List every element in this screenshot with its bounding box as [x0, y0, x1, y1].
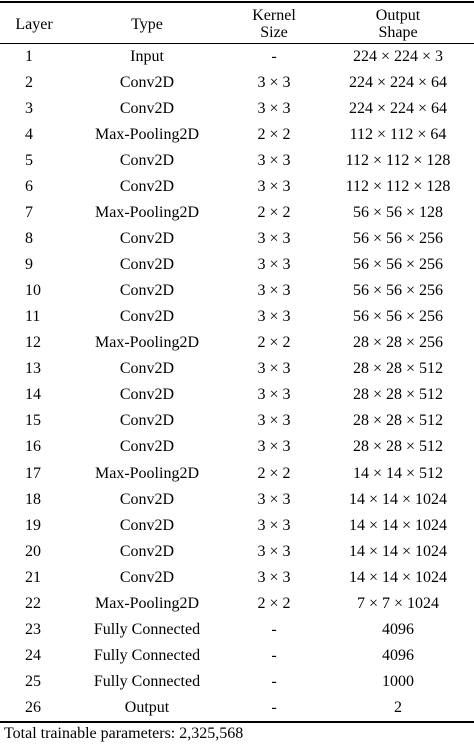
cell-output-shape: 14 × 14 × 1024	[348, 490, 448, 508]
header-kernel-line1: Kernel	[252, 7, 296, 24]
table-row	[0, 617, 474, 643]
cell-kernel-size: 2 × 2	[257, 464, 291, 482]
layer-table-body	[0, 44, 474, 721]
cell-type: Conv2D	[119, 360, 175, 378]
cell-kernel-size: 3 × 3	[257, 152, 291, 170]
cell-kernel-size: 3 × 3	[257, 282, 291, 300]
cell-kernel-size: 3 × 3	[257, 516, 291, 534]
total-parameters-note: Total trainable parameters: 2,325,568	[4, 725, 244, 742]
cell-output-shape: 112 × 112 × 64	[349, 126, 447, 144]
cell-type: Conv2D	[119, 178, 175, 196]
table-row	[0, 304, 474, 330]
cell-layer: 18	[25, 490, 41, 508]
cell-type: Fully Connected	[93, 620, 201, 638]
cell-layer: 26	[25, 698, 41, 716]
cell-output-shape: 7 × 7 × 1024	[356, 594, 440, 612]
cell-type: Conv2D	[119, 490, 175, 508]
cell-layer: 8	[25, 230, 33, 248]
table-row	[0, 539, 474, 565]
table-row	[0, 461, 474, 487]
table-row	[0, 591, 474, 617]
cell-output-shape: 28 × 28 × 256	[352, 334, 444, 352]
table-row	[0, 408, 474, 434]
cell-kernel-size: 2 × 2	[257, 204, 291, 222]
header-output-line2: Shape	[378, 24, 418, 41]
cell-kernel-size: 3 × 3	[257, 308, 291, 326]
cell-type: Input	[130, 48, 164, 66]
cell-type: Max-Pooling2D	[95, 594, 199, 612]
cell-output-shape: 112 × 112 × 128	[345, 178, 451, 196]
table-row	[0, 565, 474, 591]
cell-kernel-size: -	[271, 620, 277, 638]
cell-type: Conv2D	[119, 152, 175, 170]
table-row	[0, 96, 474, 122]
cell-output-shape: 14 × 14 × 1024	[348, 568, 448, 586]
cell-output-shape: 224 × 224 × 3	[352, 48, 444, 66]
cell-layer: 15	[25, 412, 41, 430]
cell-output-shape: 224 × 224 × 64	[348, 74, 448, 92]
cell-layer: 22	[25, 594, 41, 612]
cell-kernel-size: 3 × 3	[257, 360, 291, 378]
cell-layer: 9	[25, 256, 33, 274]
table-row	[0, 382, 474, 408]
table-row	[0, 695, 474, 721]
table-row	[0, 434, 474, 460]
table-row	[0, 200, 474, 226]
cell-kernel-size: 2 × 2	[257, 334, 291, 352]
cell-kernel-size: 3 × 3	[257, 490, 291, 508]
cell-output-shape: 4096	[382, 646, 414, 664]
cell-type: Conv2D	[119, 386, 175, 404]
cell-output-shape: 14 × 14 × 1024	[348, 542, 448, 560]
cell-output-shape: 28 × 28 × 512	[352, 438, 444, 456]
table-row	[0, 252, 474, 278]
cell-kernel-size: 3 × 3	[257, 100, 291, 118]
table-row	[0, 487, 474, 513]
cell-type: Output	[124, 698, 170, 716]
cell-layer: 6	[25, 178, 33, 196]
cell-kernel-size: 3 × 3	[257, 178, 291, 196]
cell-layer: 1	[25, 48, 33, 66]
header-layer-label: Layer	[15, 15, 53, 33]
table-bottom-rule	[0, 721, 474, 723]
cell-layer: 2	[25, 74, 33, 92]
cell-kernel-size: -	[271, 672, 277, 690]
cell-layer: 20	[25, 542, 41, 560]
cell-type: Conv2D	[119, 282, 175, 300]
cell-output-shape: 28 × 28 × 512	[352, 412, 444, 430]
cell-layer: 11	[25, 308, 41, 326]
header-type-label: Type	[131, 15, 163, 33]
cell-layer: 3	[25, 100, 33, 118]
cell-type: Conv2D	[119, 438, 175, 456]
cell-output-shape: 28 × 28 × 512	[352, 360, 444, 378]
cell-output-shape: 224 × 224 × 64	[348, 100, 448, 118]
cell-layer: 17	[25, 464, 41, 482]
cell-output-shape: 28 × 28 × 512	[352, 386, 444, 404]
header-type	[68, 5, 226, 43]
table-row	[0, 174, 474, 200]
cell-layer: 24	[25, 646, 41, 664]
cell-output-shape: 1000	[382, 672, 414, 690]
cell-output-shape: 4096	[382, 620, 414, 638]
cell-output-shape: 56 × 56 × 256	[352, 308, 444, 326]
cell-type: Conv2D	[119, 230, 175, 248]
cell-kernel-size: 3 × 3	[257, 542, 291, 560]
table-row	[0, 669, 474, 695]
table-row	[0, 643, 474, 669]
table-row	[0, 122, 474, 148]
header-output-shape	[322, 5, 474, 43]
table-row	[0, 278, 474, 304]
cell-kernel-size: 3 × 3	[257, 412, 291, 430]
cell-output-shape: 56 × 56 × 256	[352, 230, 444, 248]
header-layer	[0, 5, 68, 43]
cell-type: Max-Pooling2D	[95, 204, 199, 222]
cell-type: Max-Pooling2D	[95, 126, 199, 144]
table-row	[0, 226, 474, 252]
cell-type: Fully Connected	[93, 672, 201, 690]
table-row	[0, 330, 474, 356]
cell-layer: 14	[25, 386, 41, 404]
header-kernel-line2: Size	[260, 24, 288, 41]
header-kernel-size	[226, 5, 322, 43]
cell-type: Fully Connected	[93, 646, 201, 664]
cell-kernel-size: 3 × 3	[257, 438, 291, 456]
cell-output-shape: 56 × 56 × 128	[352, 204, 444, 222]
cell-type: Conv2D	[119, 256, 175, 274]
cell-type: Conv2D	[119, 74, 175, 92]
cell-type: Conv2D	[119, 542, 175, 560]
cell-type: Max-Pooling2D	[95, 334, 199, 352]
cell-layer: 10	[25, 282, 41, 300]
cell-type: Conv2D	[119, 412, 175, 430]
cell-layer: 21	[25, 568, 41, 586]
cell-type: Conv2D	[119, 516, 175, 534]
table-row	[0, 356, 474, 382]
cell-kernel-size: 3 × 3	[257, 568, 291, 586]
cell-kernel-size: 3 × 3	[257, 256, 291, 274]
cell-kernel-size: -	[271, 646, 277, 664]
cell-layer: 16	[25, 438, 41, 456]
cell-layer: 23	[25, 620, 41, 638]
cell-layer: 5	[25, 152, 33, 170]
cell-kernel-size: 3 × 3	[257, 74, 291, 92]
cell-output-shape: 56 × 56 × 256	[352, 256, 444, 274]
cell-layer: 7	[25, 204, 33, 222]
cell-layer: 19	[25, 516, 41, 534]
cell-type: Max-Pooling2D	[95, 464, 199, 482]
cell-output-shape: 14 × 14 × 1024	[348, 516, 448, 534]
cell-type: Conv2D	[119, 100, 175, 118]
cell-output-shape: 2	[394, 698, 402, 716]
header-output-line1: Output	[375, 7, 421, 24]
cell-layer: 12	[25, 334, 41, 352]
table-row	[0, 513, 474, 539]
cell-kernel-size: 2 × 2	[257, 126, 291, 144]
table-row	[0, 44, 474, 70]
cell-output-shape: 14 × 14 × 512	[352, 464, 444, 482]
cell-kernel-size: -	[271, 48, 277, 66]
cell-layer: 25	[25, 672, 41, 690]
cell-type: Conv2D	[119, 568, 175, 586]
table-row	[0, 70, 474, 96]
cell-kernel-size: 2 × 2	[257, 594, 291, 612]
cell-kernel-size: -	[271, 698, 277, 716]
cell-kernel-size: 3 × 3	[257, 230, 291, 248]
table-row	[0, 148, 474, 174]
cell-layer: 4	[25, 126, 33, 144]
cell-kernel-size: 3 × 3	[257, 386, 291, 404]
cell-layer: 13	[25, 360, 41, 378]
cell-output-shape: 112 × 112 × 128	[345, 152, 451, 170]
table-top-rule	[0, 1, 474, 3]
cell-output-shape: 56 × 56 × 256	[352, 282, 444, 300]
cell-type: Conv2D	[119, 308, 175, 326]
